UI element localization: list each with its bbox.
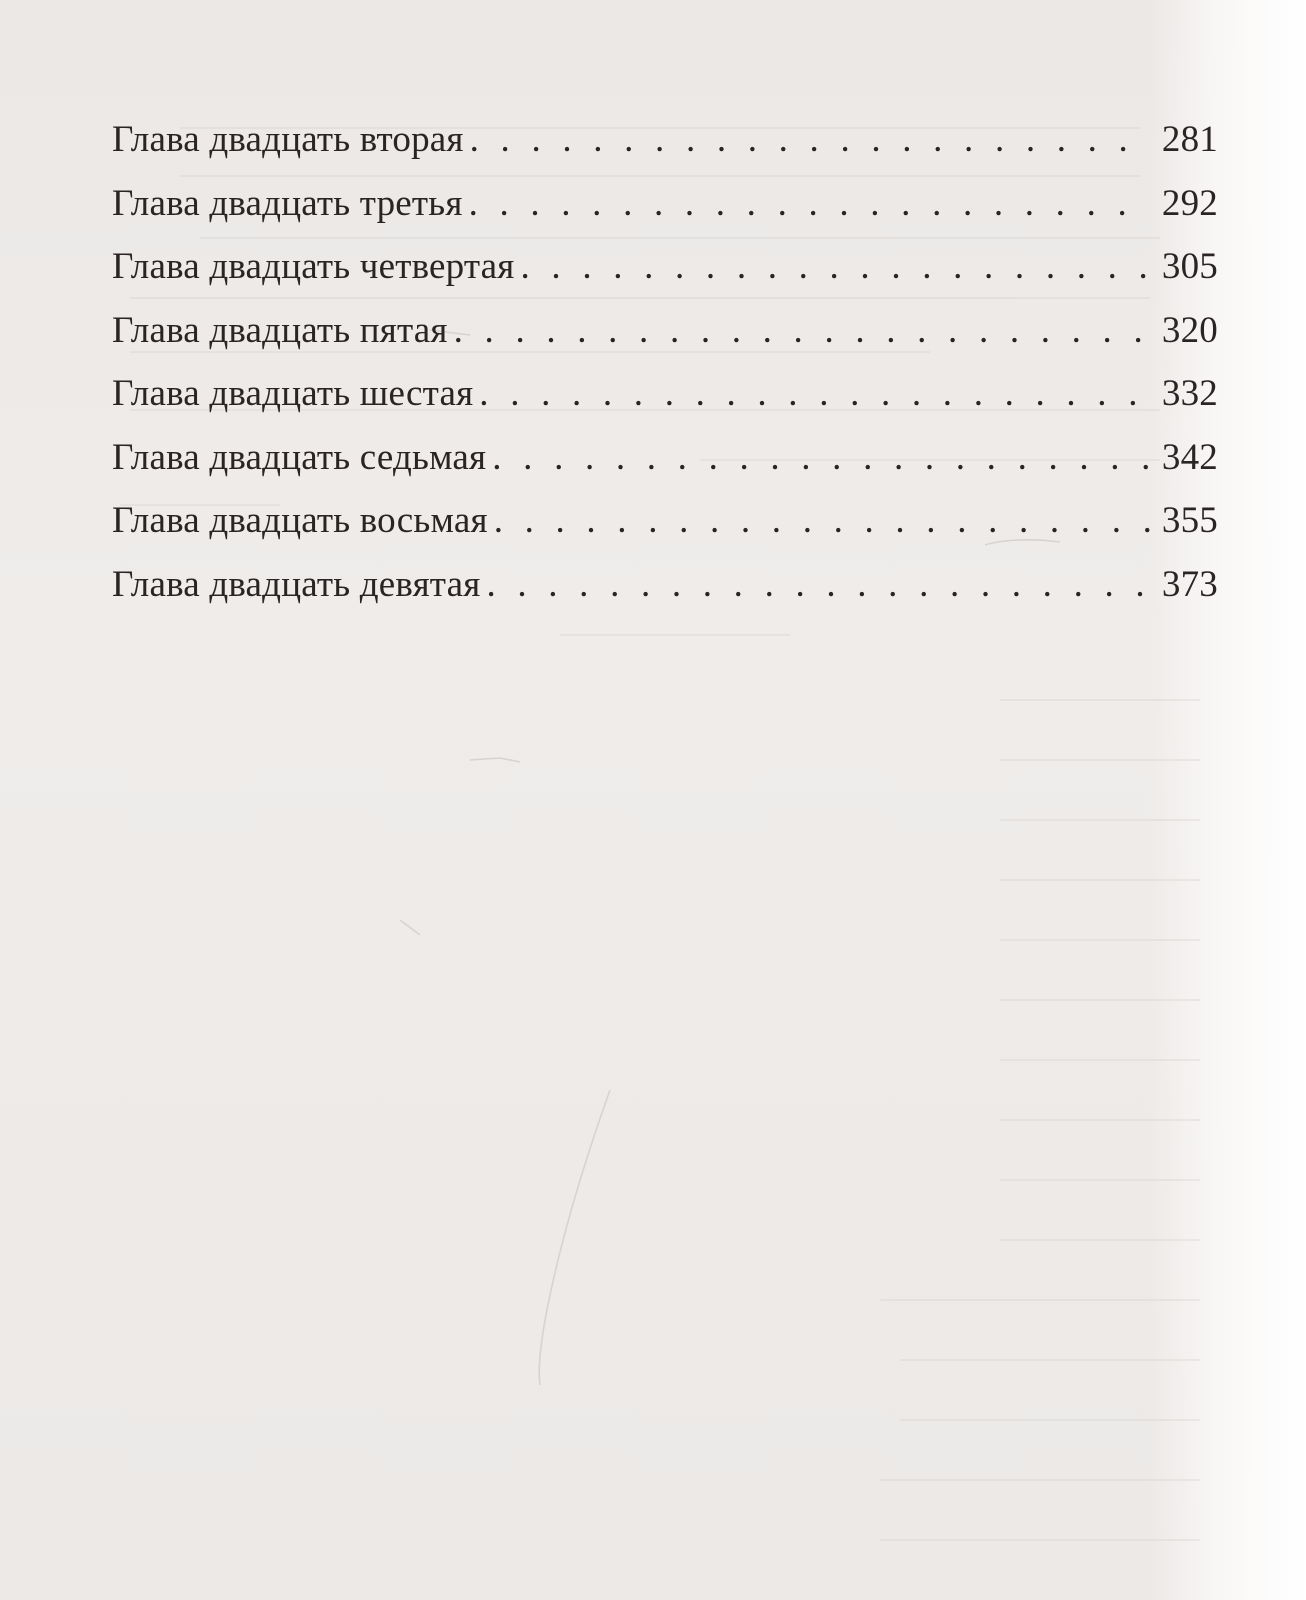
dot-leader: [492, 436, 1150, 479]
toc-entry: [112, 436, 1218, 500]
chapter-title: Глава двадцать шестая: [112, 373, 474, 414]
page-number: 332: [1161, 373, 1218, 414]
chapter-title: Глава двадцать восьмая: [112, 500, 488, 541]
dot-leader: [454, 309, 1150, 352]
chapter-title: Глава двадцать седьмая: [112, 436, 487, 478]
table-of-contents: [112, 118, 1218, 626]
page-number: 292: [1161, 182, 1218, 224]
chapter-title: Глава двадцать третья: [112, 182, 463, 224]
toc-entry: [112, 245, 1218, 309]
dot-leader: [494, 499, 1150, 542]
toc-entry: [112, 118, 1218, 182]
dot-leader: [521, 245, 1150, 288]
toc-entry: [112, 372, 1218, 436]
page-number: 373: [1161, 563, 1218, 605]
dot-leader: [479, 372, 1150, 415]
page-number: 355: [1161, 500, 1218, 541]
toc-entry: [112, 499, 1218, 563]
page-number: 342: [1161, 436, 1218, 478]
chapter-title: Глава двадцать четвертая: [112, 246, 515, 287]
chapter-title: Глава двадцать девятая: [112, 563, 481, 605]
page-number: 281: [1161, 119, 1218, 160]
toc-entry: [112, 182, 1218, 246]
toc-entry: [112, 563, 1218, 627]
dot-leader: [470, 118, 1150, 161]
chapter-title: Глава двадцать вторая: [112, 119, 464, 160]
toc-entry: [112, 309, 1218, 373]
dot-leader: [486, 563, 1150, 606]
page-number: 305: [1161, 246, 1218, 287]
page-number: 320: [1161, 309, 1218, 351]
dot-leader: [469, 182, 1150, 225]
chapter-title: Глава двадцать пятая: [112, 309, 448, 351]
